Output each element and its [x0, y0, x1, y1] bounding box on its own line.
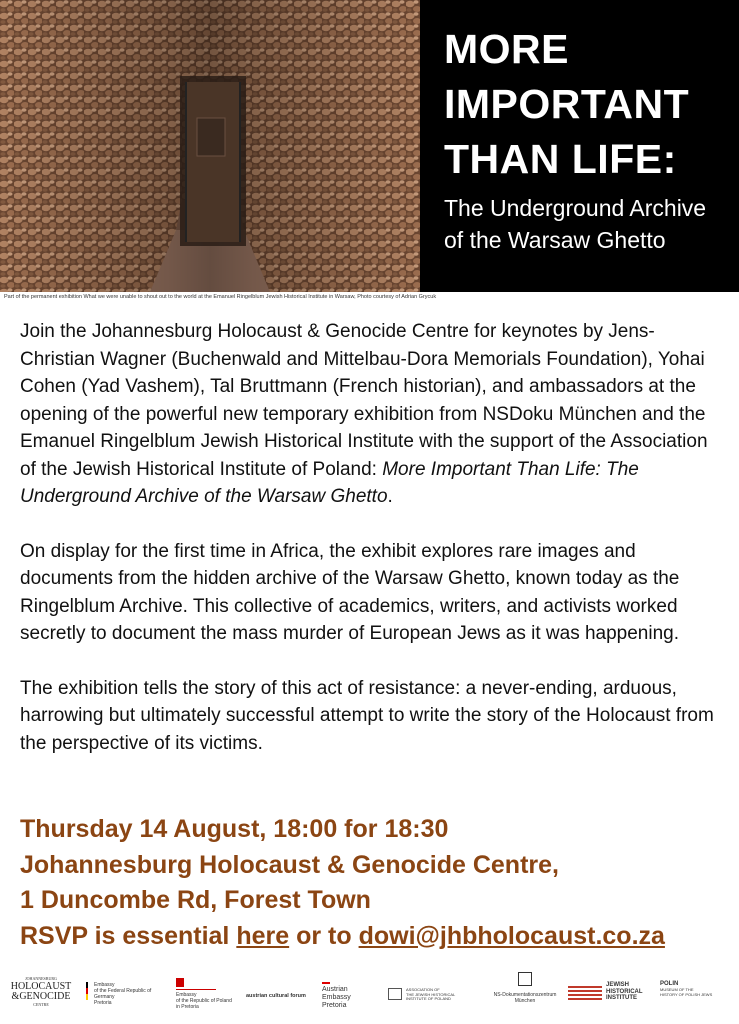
logo-poland-l3: in Pretoria: [176, 1004, 199, 1010]
logo-germany-l2: of the Federal Republic of Germany: [94, 988, 152, 1000]
photo-caption: Part of the permanent exhibition What we were unable to shout out to the world at the Emanuel Ringelblum Jewish Historical Institute in Warsaw, Photo courtesy of Adrian Grycuk: [4, 294, 437, 300]
logo-jhgc-l4: CENTRE: [33, 1002, 49, 1007]
nsdoku-box-icon: [518, 972, 532, 986]
poland-eagle-icon: [176, 978, 184, 987]
sponsor-logos: [0, 972, 739, 1024]
exhibition-subtitle: [444, 192, 734, 256]
logo-poland-l1: Embassy: [176, 992, 197, 998]
rsvp-email-link[interactable]: dowi@jhbholocaust.co.za: [358, 921, 665, 950]
logo-jhgc: [6, 976, 76, 1008]
logo-ajhi-l1: ASSOCIATION OF: [406, 987, 440, 992]
logo-jhgc-l3: &GENOCIDE: [11, 991, 71, 1002]
logo-nsdoku: [480, 972, 570, 1004]
event-date: Thursday 14 August, 18:00 for 18:30: [20, 815, 449, 843]
rsvp-mid: or to: [289, 921, 359, 950]
logo-jhi-l1: JEWISH: [606, 982, 630, 988]
logo-jhi-l3: INSTITUTE: [606, 995, 637, 1001]
paragraph-display: On display for the first time in Africa, the exhibit explores rare images and documents from the hidden archive of the Warsaw Ghetto, known today as the Ringelblum Archive. This collective of academics, writers, and activists worked secretly to document the mass murder of European Jews as it was happening.: [20, 540, 680, 644]
logo-nsdoku-l2: München: [514, 998, 536, 1004]
rsvp-prefix: RSVP is essential: [20, 921, 237, 950]
logo-poland-embassy: [176, 978, 236, 1010]
intro-text: Join the Johannesburg Holocaust & Genocide Centre for keynotes by Jens-Christian Wagner (Buchenwald and Mittelbau-Dora Memorials Foundation), Yohai Cohen (Yad Vashem), Tal Bruttmann (French historian), and ambassadors at the opening of the powerful new temporary exhibition from NSDoku München and the Emanuel Ringelblum Jewish Historical Institute with the support of the Association of the Jewish Historical Institute of Poland:: [20, 321, 708, 480]
logo-ajhi-l2: THE JEWISH HISTORICAL: [406, 991, 456, 997]
logo-jhgc-l2: HOLOCAUST: [10, 981, 72, 992]
logo-austria-l1: Austrian: [322, 986, 348, 993]
body-text: [20, 318, 722, 784]
logo-germany-l3: Pretoria: [94, 1000, 112, 1006]
exhibition-title: [444, 22, 734, 187]
logo-austrian-cultural-forum: austrian cultural forum: [246, 993, 306, 999]
logo-jhi-l2: HISTORICAL: [606, 988, 643, 995]
logo-poland-l2: of the Republic of Poland: [176, 998, 232, 1004]
intro-title-italic: More Important Than Life: The Underground Archive of the Warsaw Ghetto: [20, 458, 639, 507]
logo-polin-l3: HISTORY OF POLISH JEWS: [660, 992, 713, 997]
ajhi-building-icon: [388, 988, 402, 1000]
paragraph-resistance: The exhibition tells the story of this act of resistance: a never-ending, arduous, harrowing but ultimately successful attempt to write the story of the Holocaust from the perspective of its victims.: [20, 677, 714, 754]
logo-austrian-embassy: [322, 982, 351, 1010]
subtitle-line-2: of the Warsaw Ghetto: [444, 227, 666, 253]
logo-germany-l1: Embassy: [94, 982, 115, 988]
logo-jhgc-l1: JOHANNESBURG: [25, 976, 57, 981]
logo-polin-l2: MUSEUM OF THE: [660, 987, 694, 992]
logo-jewish-historical-institute: [568, 982, 643, 1002]
title-line-2: IMPORTANT: [444, 81, 690, 127]
subtitle-line-1: The Underground Archive: [444, 195, 707, 221]
logo-austria-l3: Pretoria: [322, 1002, 347, 1009]
exhibition-photo: [0, 0, 420, 292]
logo-polin: [660, 982, 712, 997]
event-rsvp: [20, 919, 720, 955]
event-details: [20, 812, 720, 954]
rsvp-here-link[interactable]: here: [236, 921, 290, 950]
paragraph-intro: [20, 318, 722, 511]
title-panel: [420, 0, 739, 292]
logo-ajhi-l3: INSTITUTE OF POLAND: [406, 996, 451, 1001]
title-line-1: MORE: [444, 26, 569, 72]
logo-ajhi: [388, 988, 455, 1002]
event-address: 1 Duncombe Rd, Forest Town: [20, 886, 371, 914]
logo-austria-l2: Embassy: [322, 994, 351, 1001]
intro-end: .: [387, 486, 393, 507]
hero-banner: [0, 0, 739, 292]
logo-nsdoku-l1: NS-Dokumentationszentrum: [493, 992, 557, 998]
logo-polin-l1: POLIN: [660, 981, 679, 987]
event-venue: Johannesburg Holocaust & Genocide Centre,: [20, 850, 559, 879]
logo-germany-embassy: [86, 982, 158, 1006]
title-line-3: THAN LIFE:: [444, 136, 677, 182]
